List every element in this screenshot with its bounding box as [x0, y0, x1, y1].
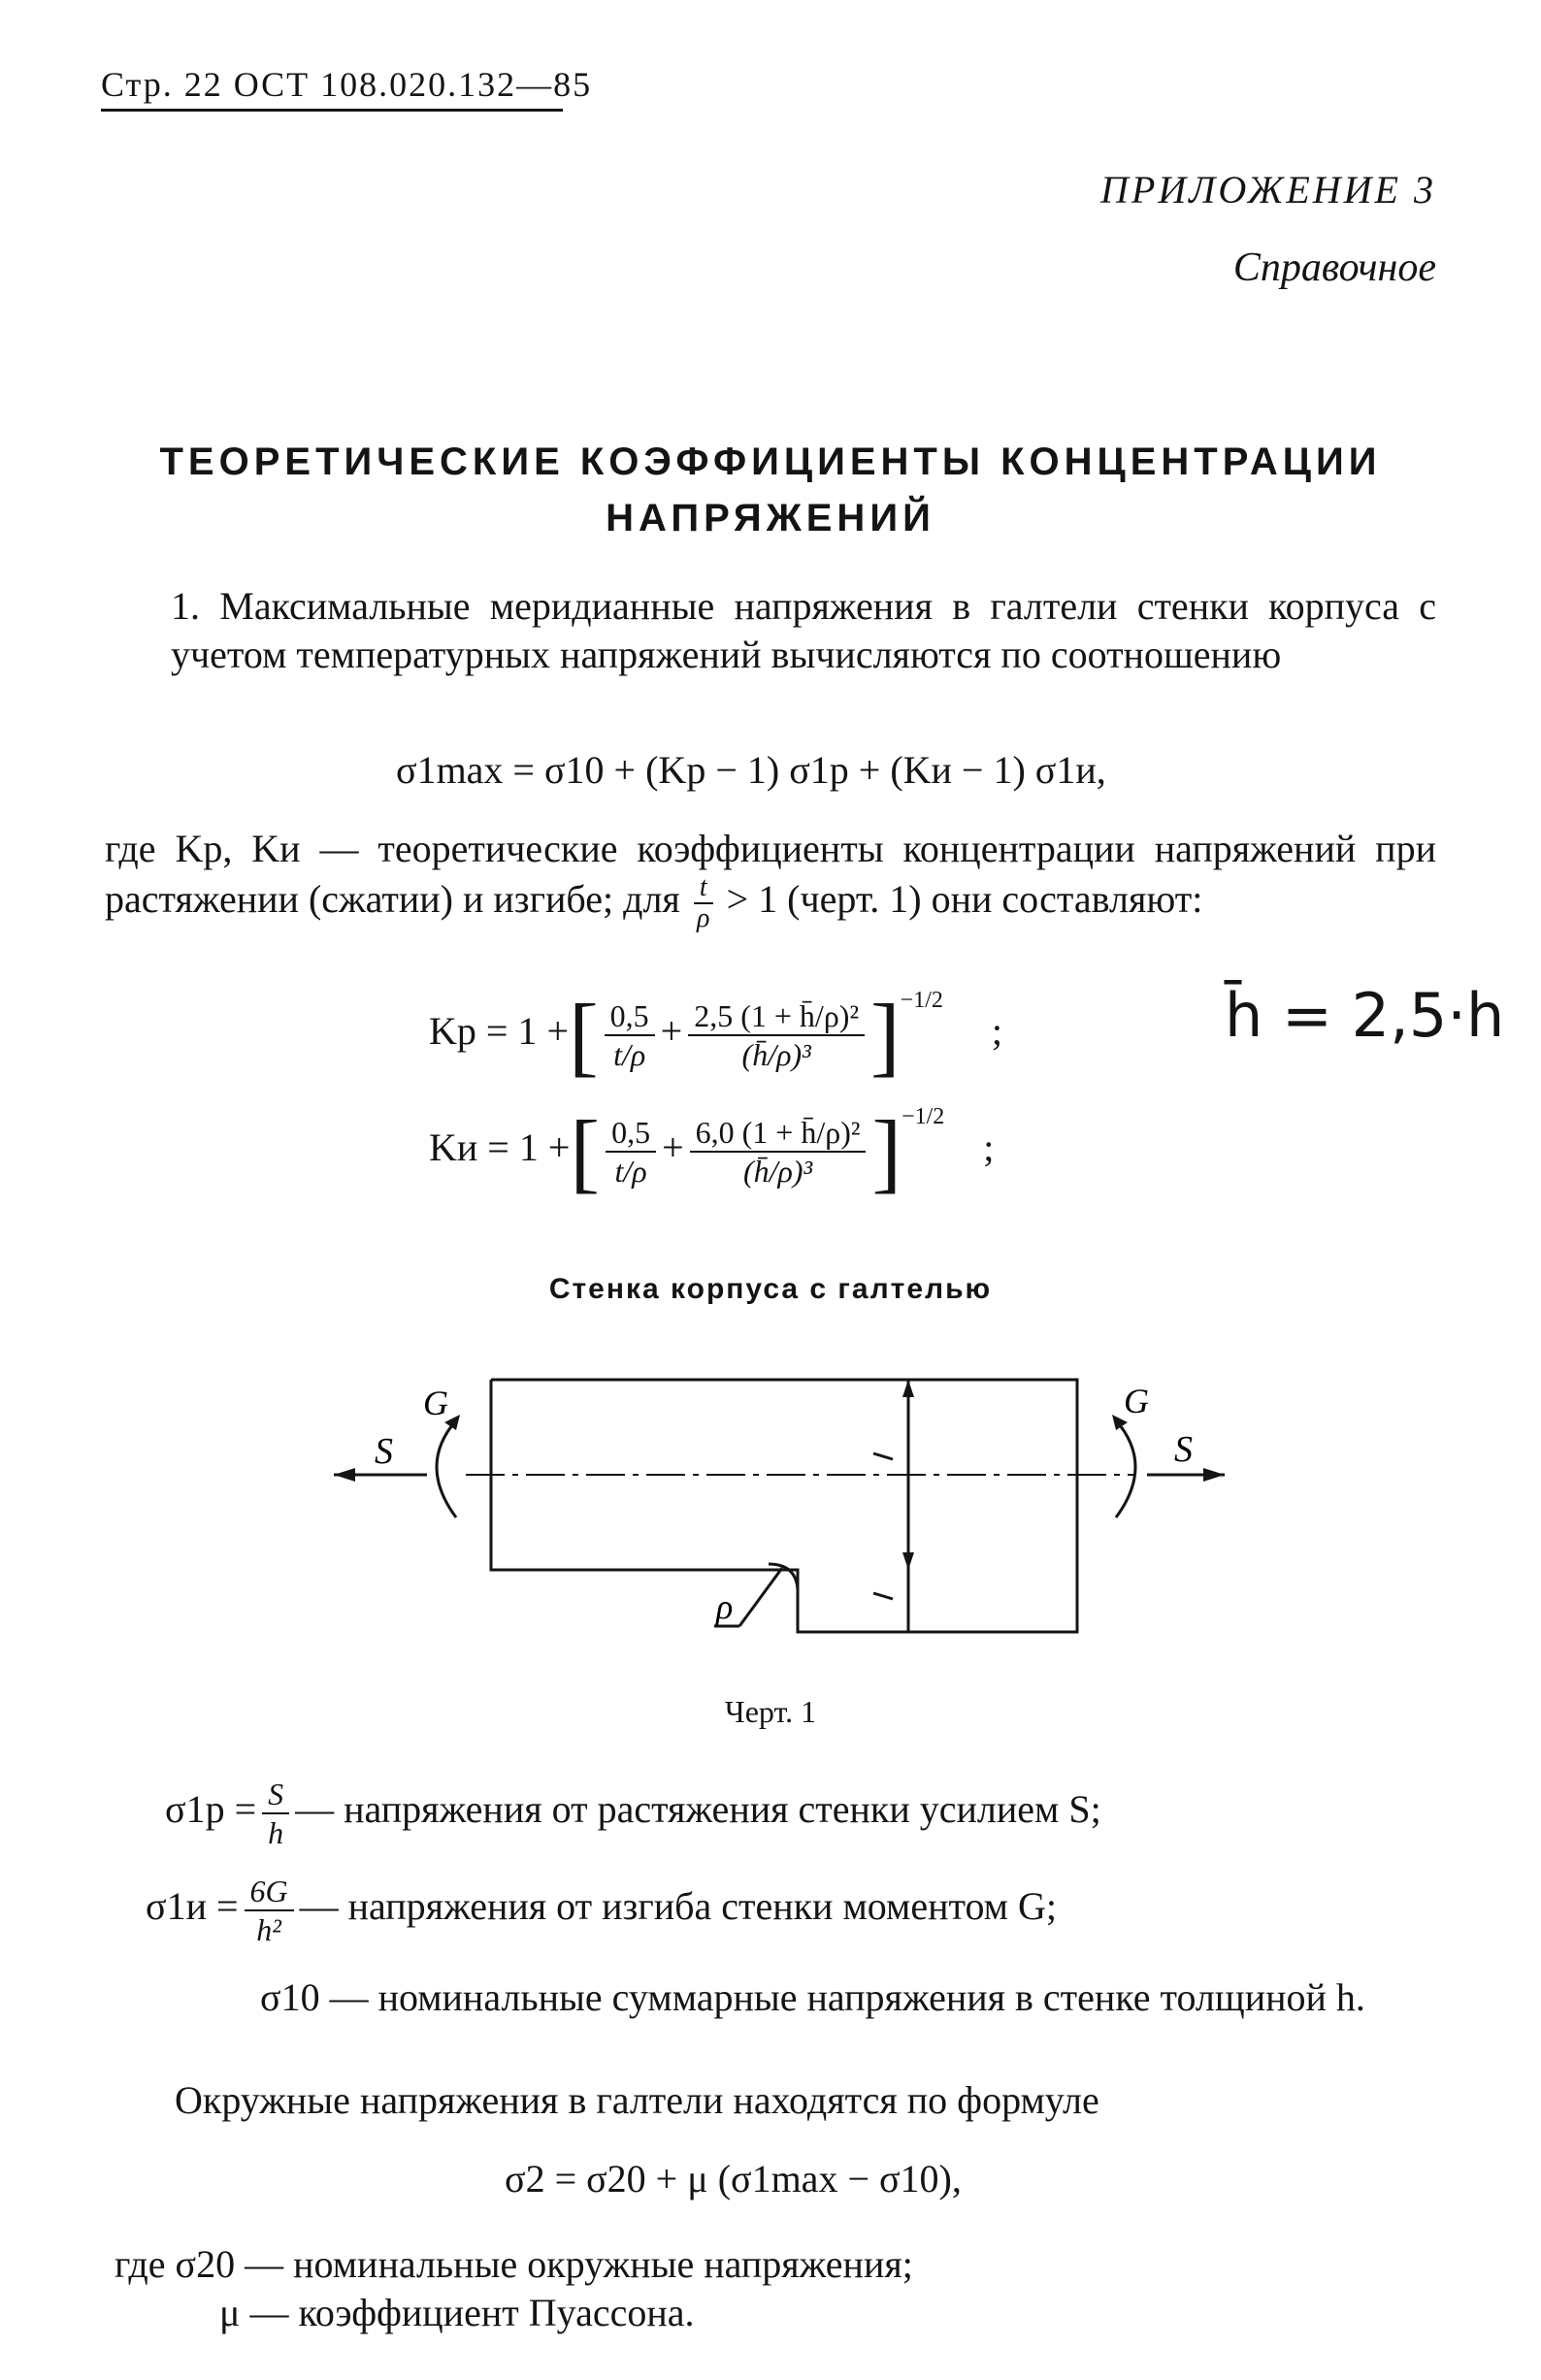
- ratio-t-rho: [694, 873, 713, 933]
- kp-lhs: Kр = 1 +: [429, 1009, 570, 1053]
- page-header: Стр. 22 ОСТ 108.020.132—85: [101, 65, 593, 104]
- figure-label: Черт. 1: [724, 1694, 817, 1729]
- kp-power: −1/2: [900, 988, 943, 1013]
- kp-end: ;: [991, 1009, 1002, 1053]
- ki-frac1-num: 0,5: [606, 1114, 656, 1153]
- definition-sigma-i: [146, 1873, 1057, 1948]
- formula-sigma-2: σ2 = σ20 + μ (σ1max − σ10),: [505, 2157, 962, 2201]
- def0-num: S: [262, 1776, 289, 1814]
- def0-text: — напряжения от растяжения стенки усилием S;: [295, 1787, 1101, 1832]
- formula-kp: Kр = 1 +[ $\frac{0,5}{t/\rho}$ + $\frac{\text{2,5 (1 + h̄/ρ)²}}{\text{(h̄/ρ)³}}$ ]$^{-1/2}$ ;: [429, 985, 1002, 1085]
- ki-frac2-num: 6,0 (1 + h̄/ρ)²: [690, 1114, 867, 1153]
- section1-where: [105, 825, 1436, 933]
- label-g-left: G: [423, 1384, 448, 1422]
- def1-lhs: σ1и =: [146, 1884, 239, 1929]
- kp-frac2-num: 2,5 (1 + h̄/ρ)²: [688, 997, 865, 1036]
- ki-end: ;: [983, 1125, 995, 1169]
- ki-frac2-den: (h̄/ρ)³: [742, 1153, 813, 1189]
- def1-num: 6G: [245, 1873, 294, 1911]
- def0-den: h: [268, 1815, 284, 1850]
- title-line-1: ТЕОРЕТИЧЕСКИЕ КОЭФФИЦИЕНТЫ КОНЦЕНТРАЦИИ: [159, 440, 1382, 483]
- ratio-den: ρ: [696, 903, 710, 933]
- kp-frac2-den: (h̄/ρ)³: [741, 1036, 811, 1072]
- ki-lhs: Kи = 1 +: [429, 1125, 571, 1169]
- def0-frac: [262, 1776, 289, 1851]
- kp-frac-1: [605, 997, 655, 1073]
- def1-den: h²: [256, 1912, 281, 1947]
- kp-frac-2: [688, 997, 865, 1073]
- appendix-type: Справочное: [1232, 245, 1436, 290]
- label-rho: ρ: [716, 1587, 734, 1626]
- label-g-right: G: [1124, 1382, 1149, 1420]
- ratio-num: t: [694, 873, 713, 904]
- formula-sigma-max: σ1max = σ10 + (Kр − 1) σ1р + (Kи − 1) σ1и,: [396, 748, 1106, 792]
- ki-frac-2: [690, 1114, 867, 1190]
- title-line-2: НАПРЯЖЕНИЙ: [606, 497, 935, 539]
- label-s-left: S: [375, 1431, 393, 1472]
- ki-frac-1: [606, 1114, 656, 1190]
- formula-ki: Kи = 1 +[ $\frac{0,5}{t/\rho}$ + $\frac{\text{6,0 (1 + h̄/ρ)²}}{\text{(h̄/ρ)³}}$ ]$^{-1/2}$ ;: [429, 1101, 995, 1201]
- section2-text: Окружные напряжения в галтели находятся по формуле: [175, 2078, 1099, 2122]
- def1-frac: [245, 1873, 294, 1948]
- footnote-sigma-20: где σ20 — номинальные окружные напряжения;: [115, 2242, 913, 2286]
- appendix-label: ПРИЛОЖЕНИЕ 3: [1100, 168, 1436, 212]
- definition-sigma-p: [165, 1776, 1101, 1851]
- ki-power: −1/2: [902, 1104, 945, 1129]
- where-text-after: > 1 (черт. 1) они составляют:: [726, 877, 1203, 922]
- where-text-before: где Kр, Kи — теоретические коэффициенты концентрации напряжений при растяжении (сжатии) и изгибе; для: [105, 827, 1436, 922]
- def2-lhs: σ10: [260, 1975, 320, 2019]
- def2-text: — номинальные суммарные напряжения в стенке толщиной h.: [329, 1975, 1365, 2019]
- section1-intro: 1. Максимальные меридианные напряжения в галтели стенки корпуса с учетом температурных напряжений вычисляются по соотношению: [171, 584, 1436, 676]
- def1-text: — напряжения от изгиба стенки моментом G;: [299, 1884, 1057, 1929]
- def0-lhs: σ1р =: [165, 1787, 257, 1832]
- definition-sigma-10: [260, 1975, 1436, 2020]
- footnote-mu: μ — коэффициент Пуассона.: [219, 2291, 695, 2334]
- header-underline: [101, 109, 563, 112]
- handwritten-note: h̄ = 2,5·h: [1225, 980, 1505, 1051]
- figure-caption: Стенка корпуса с галтелью: [548, 1273, 993, 1305]
- kp-frac1-den: t/ρ: [613, 1036, 646, 1072]
- kp-frac1-num: 0,5: [605, 997, 655, 1036]
- ki-frac1-den: t/ρ: [614, 1153, 647, 1189]
- label-s-right: S: [1174, 1429, 1193, 1470]
- fillet-wall-figure: [320, 1358, 1252, 1659]
